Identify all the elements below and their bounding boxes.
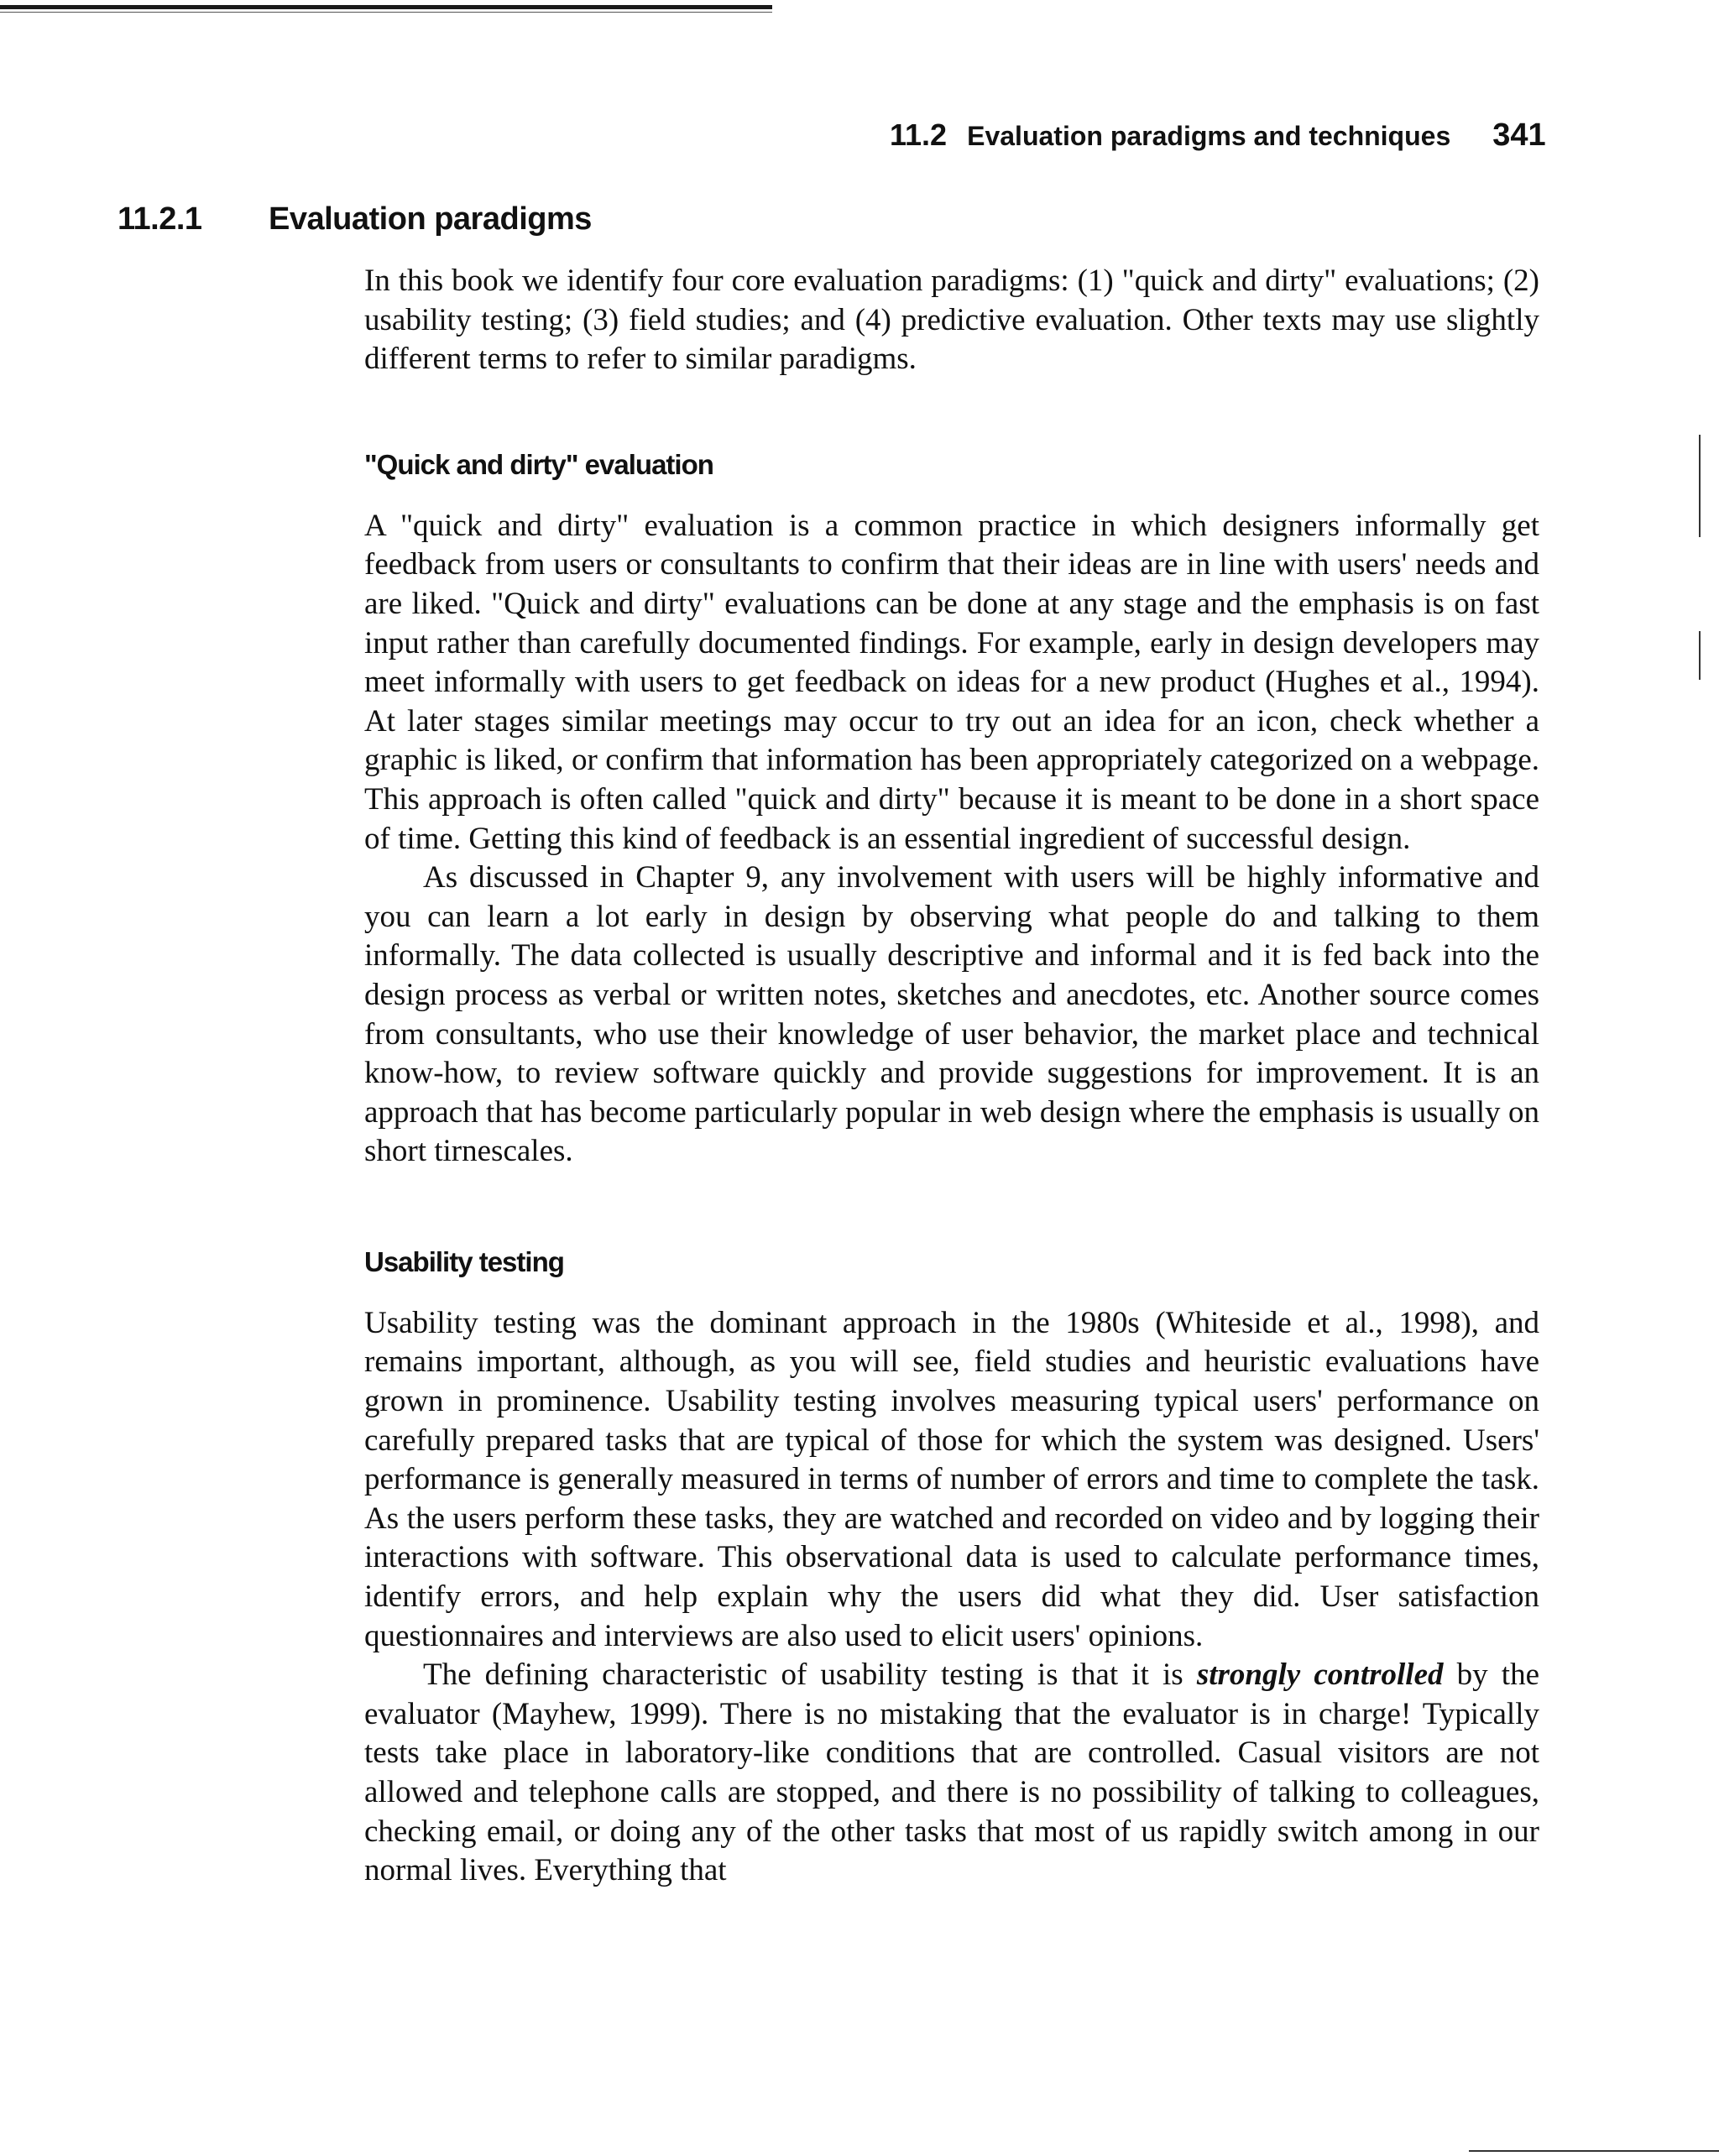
margin-mark-2 — [1699, 631, 1701, 680]
top-rule — [0, 5, 772, 9]
top-rule-thin — [0, 12, 772, 13]
quick-and-dirty-paragraph-2: As discussed in Chapter 9, any involvement with users will be highly informative and you can learn a lot early in design by observing what people do and talking to them informally. The data collected is usually descriptive and informal and it is fed back into the design process as verbal or written notes, sketches and anecdotes, etc. Another source comes from consultants, who use their knowledge of user behavior, the market place and technical know-how, to review software quickly and provide suggestions for improvement. It is an approach that has become particularly popular in web design where the emphasis is usually on short tirnescales. — [364, 860, 1539, 1169]
usability-testing-paragraph-2 — [364, 1656, 1539, 1891]
running-head-section: 11.2 — [890, 117, 948, 152]
usability-testing-paragraph-1: Usability testing was the dominant approach in the 1980s (Whiteside et al., 1998), and remains important, although, as you will see, field studies and heuristic evaluations have grown in prominence. Usability testing involves measuring typical users' performance on carefully prepared tasks that are typical of those for which the system was designed. Users' performance is generally measured in terms of number of errors and time to complete the task. As the users perform these tasks, they are watched and recorded on video and by logging their interactions with software. This observational data is used to calculate performance times, identify errors, and help explain why the users did what they did. User satisfaction questionnaires and interviews are also used to elicit users' opinions. — [364, 1305, 1539, 1653]
body-text — [364, 262, 1539, 1891]
quick-and-dirty-heading: "Quick and dirty" evaluation — [364, 448, 713, 480]
margin-mark-1 — [1699, 435, 1701, 537]
quick-and-dirty-paragraph-1: A "quick and dirty" evaluation is a common practice in which designers informally get feedback from users or consultants to confirm that their ideas are in line with users' needs and are liked. "Quick and dirty" evaluations can be done at any stage and the emphasis is on fast input rather than carefully documented findings. For example, early in design developers may meet informally with users to get feedback on ideas for a new product (Hughes et al., 1994). At later stages similar meetings may occur to try out an idea for an icon, check whether a graphic is liked, or confirm that information has been appropriately categorized on a webpage. This approach is often called "quick and dirty" because it is meant to be done in a short space of time. Getting this kind of feedback is an essential ingredient of successful design. — [364, 508, 1539, 856]
usability-testing-paragraph-2-start: The defining characteristic of usability testing is that it is — [423, 1657, 1197, 1693]
emphasis-strongly-controlled: strongly controlled — [1196, 1657, 1444, 1693]
section-number: 11.2.1 — [118, 201, 202, 237]
section-heading — [118, 201, 592, 238]
page-number: 341 — [1492, 117, 1546, 153]
intro-paragraph: In this book we identify four core evaluation paradigms: (1) "quick and dirty" evaluations; (2) usability testing; (3) field studies; and (4) predictive evaluation. Other texts may use slightly different terms to refer to similar paradigms. — [364, 264, 1539, 377]
usability-testing-paragraph-2-end: by the evaluator (Mayhew, 1999). There is no mistaking that the evaluator is in charge! Typically tests take place in laboratory-like conditions that are controlled. Casual visitors are not allowed and telephone calls are stopped, and there is no possibility of talking to colleagues, checking email, or doing any of the other tasks that most of us rapidly switch among in our normal lives. Everything that — [364, 1657, 1539, 1888]
running-head — [890, 117, 1544, 154]
bottom-rule — [1469, 2150, 1719, 2152]
usability-testing-heading: Usability testing — [364, 1245, 564, 1277]
section-title: Evaluation paradigms — [269, 201, 592, 237]
running-head-title: Evaluation paradigms and techniques — [967, 121, 1451, 151]
